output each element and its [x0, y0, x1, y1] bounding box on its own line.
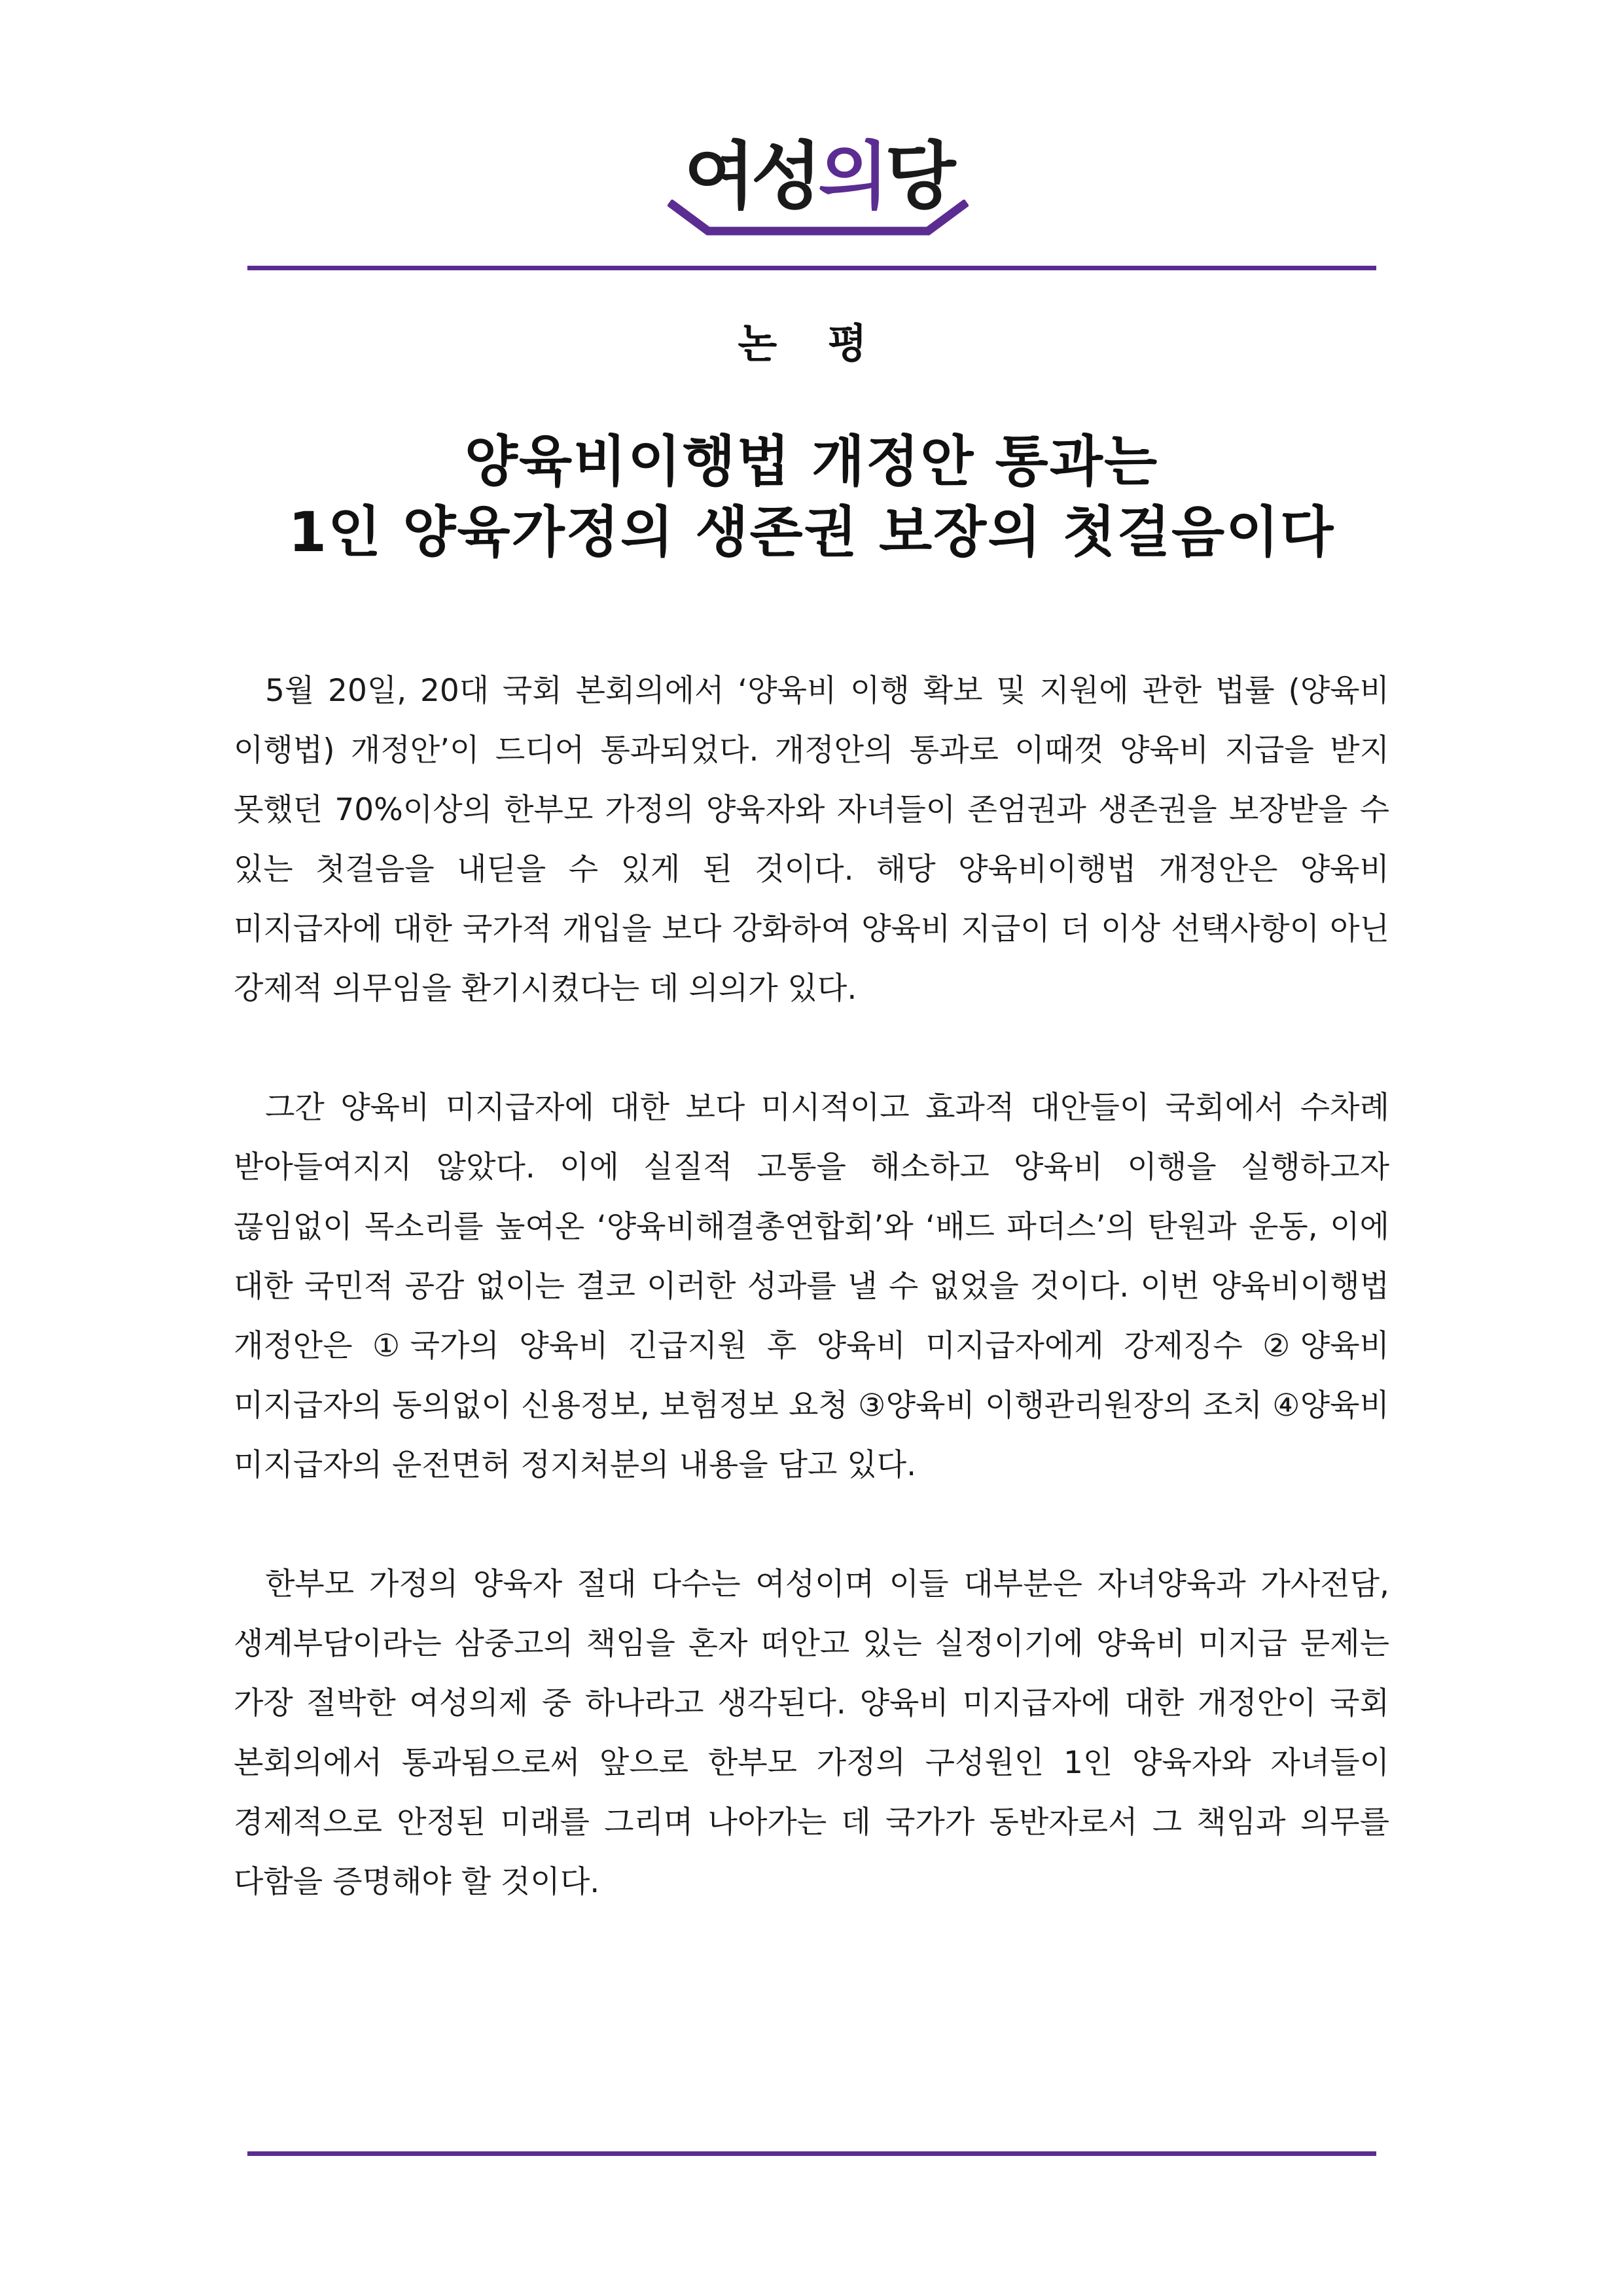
document-type-label: 논 평 — [738, 319, 885, 367]
body-paragraph-2: 그간 양육비 미지급자에 대한 보다 미시적이고 효과적 대안들이 국회에서 수차례 받아들여지지 않았다. 이에 실질적 고통을 해소하고 양육비 이행을 실행하고자 끊임없이 목소리를 높여온 ‘양육비해결총연합회’와 ‘배드 파더스’의 탄원과 운동, 이에 대한 국민적 공감 없이는 결코 이러한 성과를 낼 수 없었을 것이다. 이번 양육비이행법 개정안은 ①국가의 양육비 긴급지원 후 양육비 미지급자에게 강제징수 ②양육비 미지급자의 동의없이 신용정보, 보험정보 요청 ③양육비 이행관리원장의 조치 ④양육비 미지급자의 운전면허 정지처분의 내용을 담고 있다. — [234, 1090, 1389, 1483]
footer-divider — [247, 2151, 1376, 2156]
body-paragraph-1: 5월 20일, 20대 국회 본회의에서 ‘양육비 이행 확보 및 지원에 관한 법률 (양육비 이행법) 개정안’이 드디어 통과되었다. 개정안의 통과로 이때껏 양육비 지급을 받지 못했던 70%이상의 한부모 가정의 양육자와 자녀들이 존엄권과 생존권을 보장받을 수 있는 첫걸음을 내딛을 수 있게 된 것이다. 해당 양육비이행법 개정안은 양육비 미지급자에 대한 국가적 개입을 보다 강화하여 양육비 지급이 더 이상 선택사항이 아닌 강제적 의무임을 환기시켰다는 데 의의가 있다. — [234, 673, 1389, 1007]
body-paragraph-3: 한부모 가정의 양육자 절대 다수는 여성이며 이들 대부분은 자녀양육과 가사전담, 생계부담이라는 삼중고의 책임을 혼자 떠안고 있는 실정이기에 양육비 미지급 문제는 가장 절박한 여성의제 중 하나라고 생각된다. 양육비 미지급자에 대한 개정안이 국회 본회의에서 통과됨으로써 앞으로 한부모 가정의 구성원인 1인 양육자와 자녀들이 경제적으로 안정된 미래를 그리며 나아가는 데 국가가 동반자로서 그 책임과 의무를 다함을 증명해야 할 것이다. — [234, 1566, 1389, 1900]
logo-text-part-1: 여성 — [684, 134, 818, 219]
logo-text-part-2: 당 — [885, 134, 952, 219]
logo-chevron-icon — [668, 200, 969, 239]
header-divider — [247, 266, 1376, 270]
logo-text-highlight: 의 — [817, 134, 885, 219]
party-logo — [661, 134, 975, 245]
title-line-2: 1인 양육가정의 생존권 보장의 첫걸음이다 — [288, 500, 1335, 564]
body-text — [234, 661, 1389, 1971]
title-line-1: 양육비이행법 개정안 통과는 — [464, 429, 1159, 493]
